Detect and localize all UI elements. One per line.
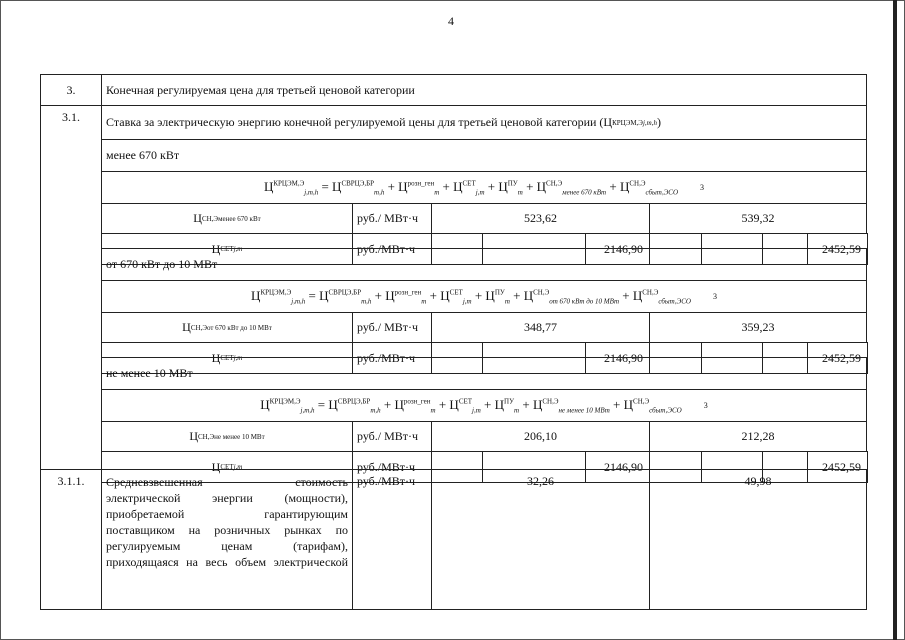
cn-value-1: 523,62 bbox=[431, 203, 650, 234]
set-value-1: 2146,90 bbox=[585, 451, 650, 483]
desc-line: приобретаемой гарантирующим bbox=[106, 507, 348, 521]
section-title: менее 670 кВт bbox=[101, 139, 867, 172]
row-3-1-1-unit: руб./МВт·ч bbox=[352, 469, 432, 610]
section-title: не менее 10 МВт bbox=[101, 357, 867, 390]
row-3-1-number: 3.1. bbox=[40, 105, 102, 470]
cn-value-2: 212,28 bbox=[649, 421, 867, 452]
set-symbol: Ц СЕТ j,m bbox=[101, 342, 353, 374]
row-3-1-1-number: 3.1.1. bbox=[40, 469, 102, 610]
set-symbol: Ц СЕТ j,m bbox=[101, 233, 353, 265]
section-title: от 670 кВт до 10 МВт bbox=[101, 248, 867, 281]
scan-edge bbox=[893, 0, 897, 640]
cn-symbol: Ц СН,Э не менее 10 МВт bbox=[101, 421, 353, 452]
set-value-2: 2452,59 bbox=[807, 342, 868, 374]
section-formula: $Ц^{КРЦЭМ,Э}_{j,m,h} = Ц^{СВРЦЭ,БР}_{m,h} + Ц^{розн\_ген}_m + Ц^{СЕТ}_{j,m} + Ц^{ПУ}_m + Ц^{СН,Э}_{от 670 кВт до 10 МВт} + Ц^{СН,Э}_{сбыт,ЭСО}$ 3 bbox=[101, 280, 867, 313]
cn-symbol: Ц СН,Э менее 670 кВт bbox=[101, 203, 353, 234]
set-value-2: 2452,59 bbox=[807, 233, 868, 265]
set-value-1: 2146,90 bbox=[585, 233, 650, 265]
set-symbol: Ц СЕТ j,m bbox=[101, 451, 353, 483]
cn-value-2: 359,23 bbox=[649, 312, 867, 343]
cn-value-1: 348,77 bbox=[431, 312, 650, 343]
section-formula: $Ц^{КРЦЭМ,Э}_{j,m,h} = Ц^{СВРЦЭ,БР}_{m,h} + Ц^{розн\_ген}_m + Ц^{СЕТ}_{j,m} + Ц^{ПУ}_m + Ц^{СН,Э}_{менее 670 кВт} + Ц^{СН,Э}_{сбыт,ЭСО}$ 3 bbox=[101, 171, 867, 204]
cn-unit: руб./ МВт·ч bbox=[352, 421, 432, 452]
row-3-number: 3. bbox=[40, 74, 102, 106]
set-unit: руб./МВт·ч bbox=[352, 233, 432, 265]
set-unit: руб./МВт·ч bbox=[352, 342, 432, 374]
desc-line: Средневзвешенная стоимость bbox=[106, 475, 348, 489]
cn-symbol: Ц СН,Э от 670 кВт до 10 МВт bbox=[101, 312, 353, 343]
cn-value-2: 539,32 bbox=[649, 203, 867, 234]
cn-value-1: 206,10 bbox=[431, 421, 650, 452]
set-unit: руб./МВт·ч bbox=[352, 451, 432, 483]
desc-line: электрической энергии (мощности), bbox=[106, 491, 348, 505]
row-3-1-1-value-1: 32,26 bbox=[431, 469, 650, 610]
cn-unit: руб./ МВт·ч bbox=[352, 312, 432, 343]
desc-line: регулируемым ценам (тарифам), bbox=[106, 539, 348, 553]
set-value-1: 2146,90 bbox=[585, 342, 650, 374]
row-3-1-1-value-2: 49,98 bbox=[649, 469, 867, 610]
row-3-1-1-description bbox=[101, 469, 353, 610]
tariff-table bbox=[40, 74, 867, 610]
section-formula: $Ц^{КРЦЭМ,Э}_{j,m,h} = Ц^{СВРЦЭ,БР}_{m,h} + Ц^{розн\_ген}_m + Ц^{СЕТ}_{j,m} + Ц^{ПУ}_m + Ц^{СН,Э}_{не менее 10 МВт} + Ц^{СН,Э}_{сбыт,ЭСО}$ 3 bbox=[101, 389, 867, 422]
row-3-1-title: Ставка за электрическую энергию конечной регулируемой цены для третьей ценовой категории (Ц КРЦЭМ,Э j,m,h ) bbox=[101, 105, 867, 140]
row-3-title: Конечная регулируемая цена для третьей ценовой категории bbox=[101, 74, 867, 106]
page-number: 4 bbox=[448, 14, 454, 28]
desc-line: поставщиком на розничных рынках по bbox=[106, 523, 348, 537]
desc-line: приходящаяся на весь объем электрической bbox=[106, 555, 348, 569]
set-value-2: 2452,59 bbox=[807, 451, 868, 483]
cn-unit: руб./ МВт·ч bbox=[352, 203, 432, 234]
